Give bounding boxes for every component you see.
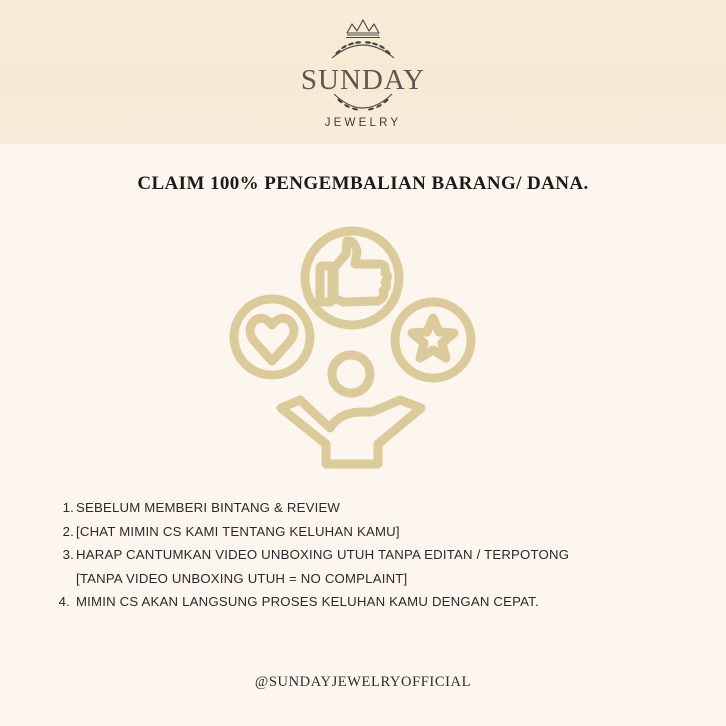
heart-icon bbox=[234, 299, 310, 375]
list-item bbox=[56, 543, 696, 567]
step-text: HARAP CANTUMKAN VIDEO UNBOXING UTUH TANPA EDITAN / TERPOTONG bbox=[76, 547, 570, 562]
list-item bbox=[56, 496, 696, 520]
step-text: MIMIN CS AKAN LANGSUNG PROSES KELUHAN KAMU DENGAN CEPAT. bbox=[76, 594, 539, 609]
star-icon bbox=[395, 302, 471, 378]
list-item bbox=[56, 520, 696, 544]
person-icon bbox=[281, 355, 421, 464]
list-item bbox=[56, 590, 696, 614]
step-number: 2. bbox=[62, 523, 74, 539]
brand-logo bbox=[0, 14, 726, 138]
step-number: 4. bbox=[58, 594, 70, 609]
step-text-continuation: [TANPA VIDEO UNBOXING UTUH = NO COMPLAINT] bbox=[76, 570, 408, 586]
brand-subtitle: JEWELRY bbox=[324, 117, 402, 129]
step-number: 1. bbox=[62, 500, 74, 515]
brand-name: SUNDAY bbox=[300, 64, 426, 96]
step-text: SEBELUM MEMBERI BINTANG & REVIEW bbox=[76, 500, 341, 515]
footer-handle: @SUNDAYJEWELRYOFFICIAL bbox=[254, 674, 472, 690]
step-number: 3. bbox=[62, 547, 74, 562]
page-title: CLAIM 100% PENGEMBALIAN BARANG/ DANA. bbox=[137, 173, 589, 194]
thumbs-up-icon bbox=[305, 231, 399, 325]
steps-list bbox=[56, 496, 696, 614]
list-item-continuation bbox=[56, 567, 696, 591]
step-text: [CHAT MIMIN CS KAMI TENTANG KELUHAN KAMU] bbox=[76, 523, 400, 539]
